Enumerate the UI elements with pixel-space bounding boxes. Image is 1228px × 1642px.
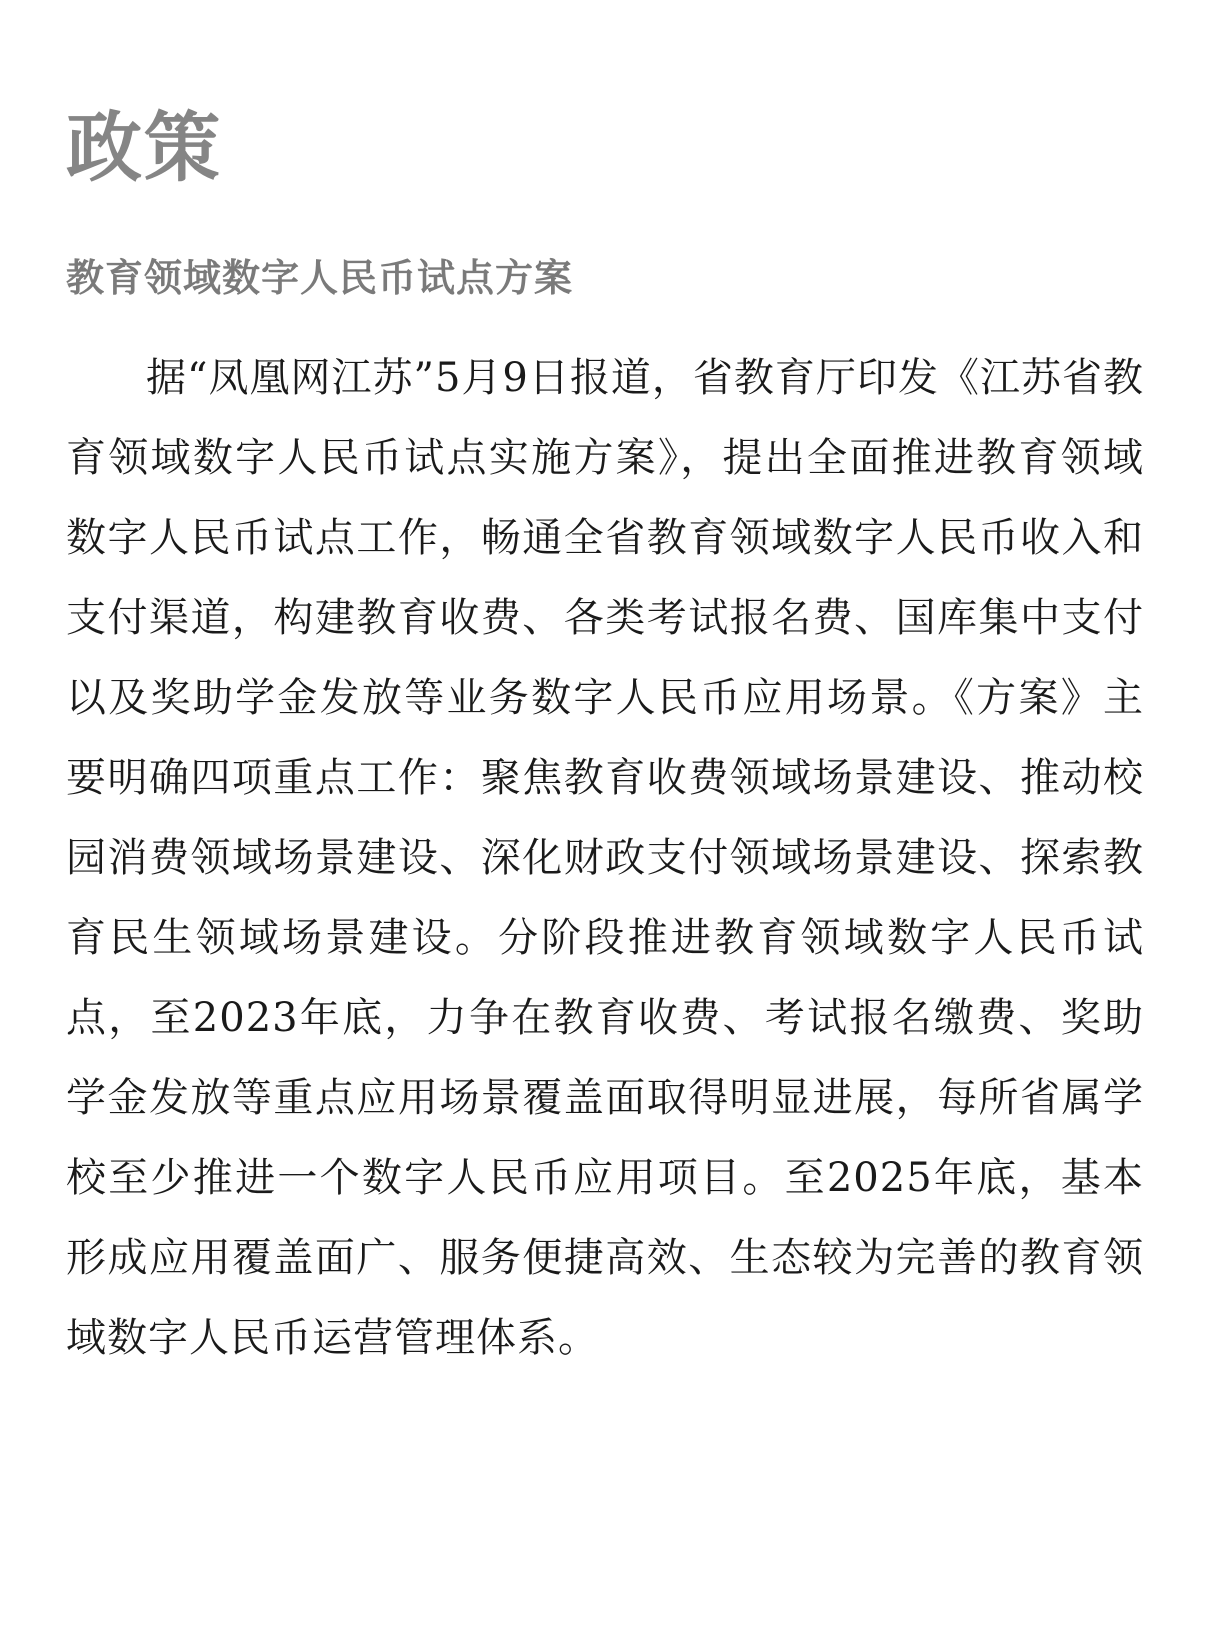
section-title: 政策 — [66, 103, 222, 192]
article-title: 教育领域数字人民币试点方案 — [66, 255, 574, 300]
article-body: 据“凤凰网江苏”5月9日报道，省教育厅印发《江苏省教育领域数字人民币试点实施方案》，提出全面推进教育领域数字人民币试点工作，畅通全省教育领域数字人民币收入和支付渠道，构建教育收费、各类考试报名费、国库集中支付以及奖助学金发放等业务数字人民币应用场景。《方案》主要明确四项重点工作：聚焦教育收费领域场景建设、推动校园消费领域场景建设、深化财政支付领域场景建设、探索教育民生领域场景建设。分阶段推进教育领域数字人民币试点，至2023年底，力争在教育收费、考试报名缴费、奖助学金发放等重点应用场景覆盖面取得明显进展，每所省属学校至少推进一个数字人民币应用项目。至2025年底，基本形成应用覆盖面广、服务便捷高效、生态较为完善的教育领域数字人民币运营管理体系。 — [66, 355, 1144, 1361]
